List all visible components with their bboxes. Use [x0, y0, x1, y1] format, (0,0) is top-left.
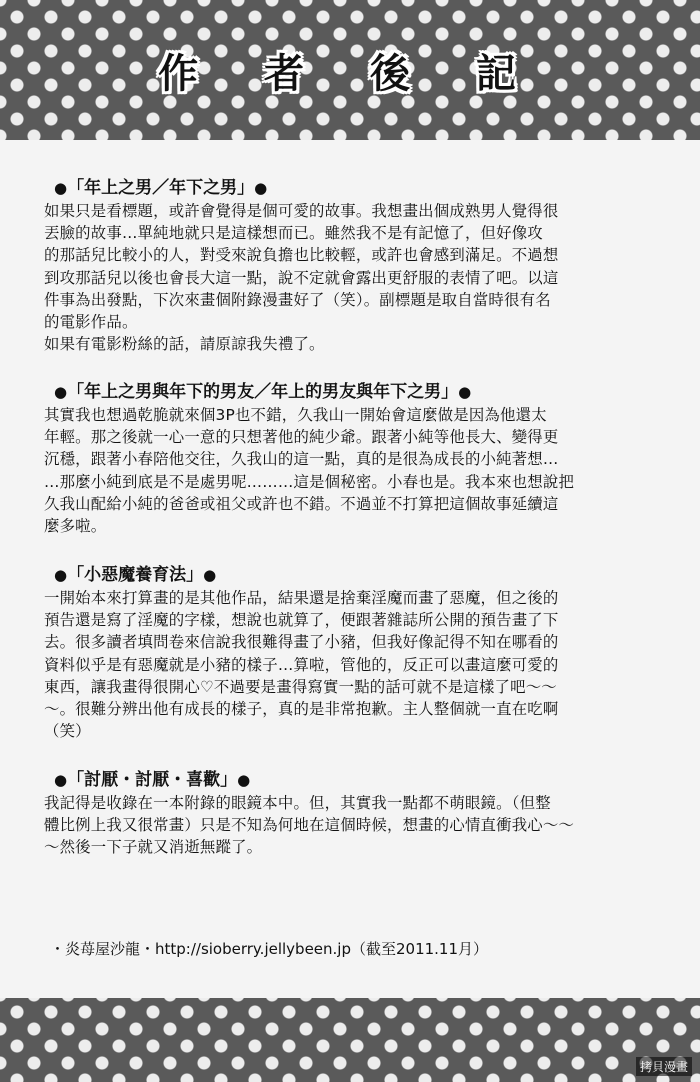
- bullet-icon: ●: [458, 383, 472, 401]
- section-body: 其實我也想過乾脆就來個3P也不錯，久我山一開始會這麼做是因為他還太 年輕。那之後就一心一意的只想著他的純少爺。跟著小純等他長大、變得更 沉穩，跟著小春陪他交往，久我山的這一點，真的是很為成長的小純著想… …那麼小純到底是不是處男呢………這是個秘密。小春也是。我本來也想說把 久我山配給小純的爸爸或祖父或許也不錯。不過並不打算把這個故事延續這 麼多啦。: [44, 406, 575, 536]
- bullet-icon: ●: [54, 383, 68, 401]
- bullet-icon: ●: [203, 566, 217, 584]
- section-heading: ●「討厭・討厭・喜歡」●: [54, 770, 251, 790]
- website-footer: ・炎苺屋沙龍・http://sioberry.jellybeen.jp（截至2011.11月）: [50, 940, 489, 958]
- page-title: 作 者 後 記: [158, 50, 542, 97]
- section-2: [44, 380, 689, 537]
- dotted-border-bottom: [0, 995, 700, 1082]
- section-heading: ●「小惡魔養育法」●: [54, 565, 217, 585]
- section-body: 我記得是收錄在一本附錄的眼鏡本中。但，其實我一點都不萌眼鏡。（但整 體比例上我又很常畫）只是不知為何地在這個時候，想畫的心情直衝我心～～ ～然後一下子就又消逝無蹤了。: [44, 794, 575, 857]
- bullet-icon: ●: [254, 179, 268, 197]
- section-3: [44, 563, 689, 742]
- bullet-icon: ●: [54, 771, 68, 789]
- watermark: 拷貝漫畫: [636, 1057, 692, 1076]
- bullet-icon: ●: [54, 566, 68, 584]
- section-heading: ●「年上之男／年下之男」●: [54, 178, 268, 198]
- section-body: 一開始本來打算畫的是其他作品，結果還是捨棄淫魔而畫了惡魔，但之後的 預告還是寫了淫魔的字樣，想說也就算了，便跟著雜誌所公開的預告畫了下 去。很多讀者填問卷來信說我很難得畫了小豬，但我好像記得不知在哪看的 資料似乎是有惡魔就是小豬的樣子…算啦，管他的，反正可以畫這麼可愛的 東西，讓我畫得很開心♡不過要是畫得寫實一點的話可就不是這樣了吧～～ ～。很難分辨出他有成長的樣子，真的是非常抱歉。主人整個就一直在吃啊 （笑）: [44, 589, 559, 741]
- section-heading: ●「年上之男與年下的男友／年上的男友與年下之男」●: [54, 382, 472, 402]
- section-4: [44, 768, 689, 859]
- bullet-icon: ●: [237, 771, 251, 789]
- section-body: 如果只是看標題，或許會覺得是個可愛的故事。我想畫出個成熟男人覺得很 丟臉的故事…單純地就只是這樣想而已。雖然我不是有記憶了，但好像攻 的那話兒比較小的人，對受來說負擔也比較輕，或許也會感到滿足。不過想 到攻那話兒以後也會長大這一點，說不定就會露出更舒服的表情了吧。以這 件事為出發點，下次來畫個附錄漫畫好了（笑）。副標題是取自當時很有名 的電影作品。 如果有電影粉絲的話，請原諒我失禮了。: [44, 202, 559, 354]
- section-1: [44, 176, 689, 355]
- bullet-icon: ●: [54, 179, 68, 197]
